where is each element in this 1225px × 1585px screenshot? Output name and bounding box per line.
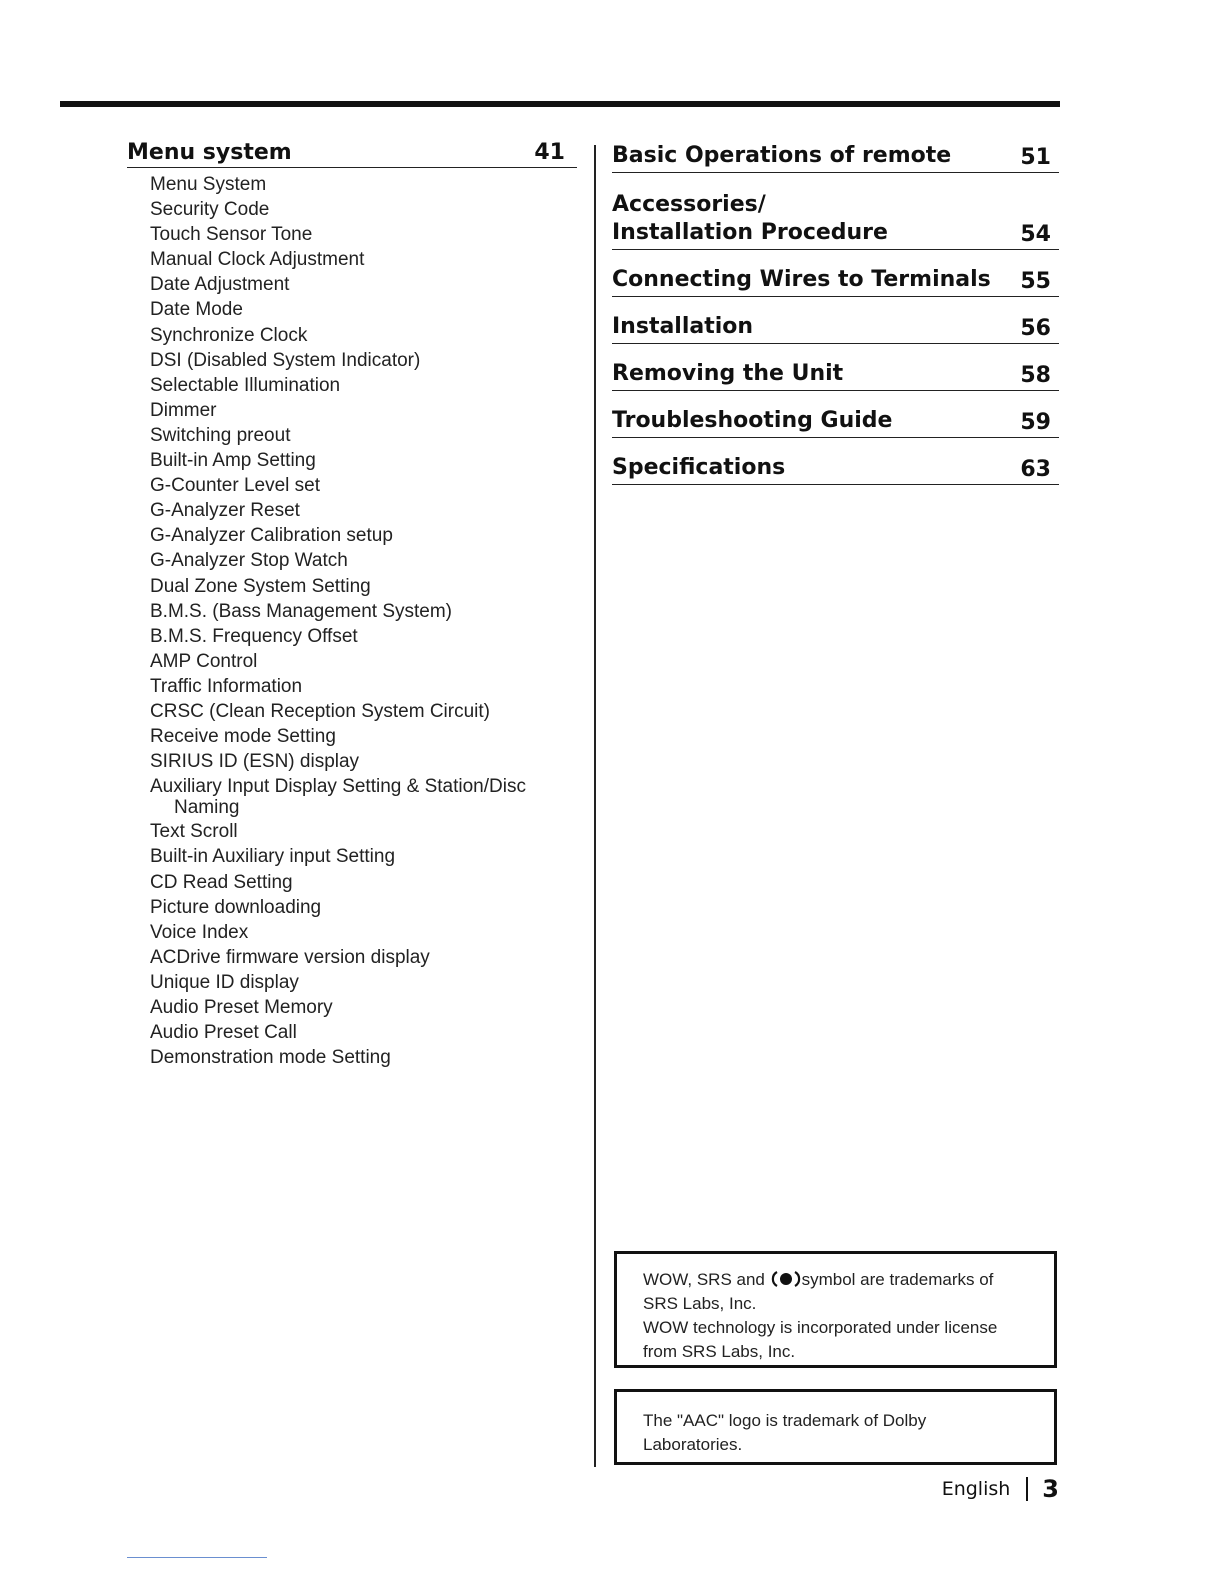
toc-item[interactable]: Receive mode Setting: [150, 726, 336, 748]
page-number: 3: [1042, 1475, 1059, 1503]
toc-item[interactable]: G-Analyzer Calibration setup: [150, 525, 393, 547]
section-title: Installation: [612, 314, 754, 339]
notice-line: [643, 1268, 1042, 1292]
toc-section-troubleshooting[interactable]: [612, 391, 1059, 438]
toc-item[interactable]: B.M.S. Frequency Offset: [150, 625, 358, 647]
toc-item[interactable]: Dual Zone System Setting: [150, 575, 371, 597]
toc-item-text: Auxiliary Input Display Setting & Station/Disc: [150, 776, 526, 798]
notice-line: WOW technology is incorporated under license: [643, 1318, 998, 1337]
section-page-number: 55: [1020, 269, 1051, 294]
srs-logo-icon: [771, 1270, 801, 1288]
toc-item[interactable]: Text Scroll: [150, 821, 238, 843]
toc-item[interactable]: Built-in Auxiliary input Setting: [150, 846, 396, 868]
toc-section-installation[interactable]: [612, 297, 1059, 344]
toc-item[interactable]: Built-in Amp Setting: [150, 450, 316, 472]
bottom-edge-mark: [127, 1557, 267, 1558]
section-title: Specifications: [612, 455, 786, 480]
toc-item[interactable]: AMP Control: [150, 650, 258, 672]
toc-item[interactable]: Menu System: [150, 174, 267, 195]
toc-section-removing-unit[interactable]: [612, 344, 1059, 391]
notice-line: SRS Labs, Inc.: [643, 1294, 757, 1313]
toc-item[interactable]: G-Analyzer Stop Watch: [150, 550, 348, 572]
section-title-line1: Accessories/: [612, 192, 766, 217]
toc-section-connecting-wires[interactable]: [612, 250, 1059, 297]
section-title: Menu system: [127, 140, 292, 165]
menu-system-item-list: [127, 172, 577, 1070]
top-rule: [60, 101, 1060, 107]
notice-text: WOW, SRS and: [643, 1270, 765, 1289]
toc-item[interactable]: Traffic Information: [150, 675, 303, 697]
notice-line: Laboratories.: [643, 1435, 743, 1454]
toc-section-basic-operations[interactable]: [612, 140, 1059, 173]
toc-item[interactable]: Switching preout: [150, 424, 291, 446]
section-page-number: 58: [1020, 363, 1051, 388]
section-title: [612, 191, 888, 247]
toc-item[interactable]: Synchronize Clock: [150, 324, 308, 346]
section-page-number: 56: [1020, 316, 1051, 341]
toc-item[interactable]: Audio Preset Call: [150, 1022, 297, 1044]
toc-item[interactable]: G-Analyzer Reset: [150, 500, 300, 522]
page-footer: [942, 1475, 1059, 1503]
toc-item[interactable]: Audio Preset Memory: [150, 997, 333, 1018]
footer-language: English: [941, 1478, 1011, 1500]
toc-item[interactable]: Picture downloading: [150, 896, 322, 918]
section-page-number: 54: [1020, 222, 1051, 247]
toc-item[interactable]: CD Read Setting: [150, 871, 293, 893]
toc-item[interactable]: Date Adjustment: [150, 274, 290, 296]
aac-trademark-notice: [614, 1389, 1057, 1465]
toc-item-multiline[interactable]: [150, 774, 577, 819]
toc-right-column: [612, 140, 1059, 485]
toc-item[interactable]: Unique ID display: [150, 971, 299, 993]
section-page-number: 63: [1020, 457, 1051, 482]
section-page-number: 51: [1020, 145, 1051, 170]
toc-item[interactable]: Dimmer: [150, 399, 217, 421]
toc-item[interactable]: DSI (Disabled System Indicator): [150, 349, 421, 371]
toc-section-menu-system[interactable]: [127, 140, 577, 168]
notice-text: symbol are trademarks of: [801, 1270, 994, 1289]
toc-left-column: [127, 140, 577, 1070]
section-title: Connecting Wires to Terminals: [612, 267, 991, 292]
toc-item[interactable]: SIRIUS ID (ESN) display: [150, 751, 360, 773]
notice-line: The "AAC" logo is trademark of Dolby: [643, 1411, 927, 1430]
footer-separator: [1026, 1477, 1028, 1501]
toc-item[interactable]: Date Mode: [150, 299, 243, 321]
toc-item[interactable]: G-Counter Level set: [150, 475, 321, 497]
section-page-number: 41: [534, 140, 565, 165]
toc-item[interactable]: Selectable Illumination: [150, 374, 341, 396]
toc-section-specifications[interactable]: [612, 438, 1059, 485]
section-title: Basic Operations of remote: [612, 143, 952, 168]
notice-line: from SRS Labs, Inc.: [643, 1342, 796, 1361]
toc-item[interactable]: B.M.S. (Bass Management System): [150, 600, 452, 622]
srs-trademark-notice: [614, 1251, 1057, 1368]
toc-item[interactable]: Voice Index: [150, 921, 249, 943]
toc-item[interactable]: Touch Sensor Tone: [150, 224, 313, 246]
toc-item[interactable]: CRSC (Clean Reception System Circuit): [150, 700, 490, 722]
section-title: Troubleshooting Guide: [612, 408, 893, 433]
section-page-number: 59: [1020, 410, 1051, 435]
section-title-line2: Installation Procedure: [612, 220, 888, 245]
toc-item[interactable]: Demonstration mode Setting: [150, 1047, 391, 1069]
toc-item[interactable]: Security Code: [150, 199, 270, 221]
toc-item[interactable]: Manual Clock Adjustment: [150, 249, 365, 271]
toc-item[interactable]: ACDrive firmware version display: [150, 946, 430, 968]
toc-section-accessories[interactable]: [612, 173, 1059, 250]
column-divider: [594, 145, 596, 1467]
section-title: Removing the Unit: [612, 361, 844, 386]
toc-item-continuation: Naming: [174, 797, 240, 819]
